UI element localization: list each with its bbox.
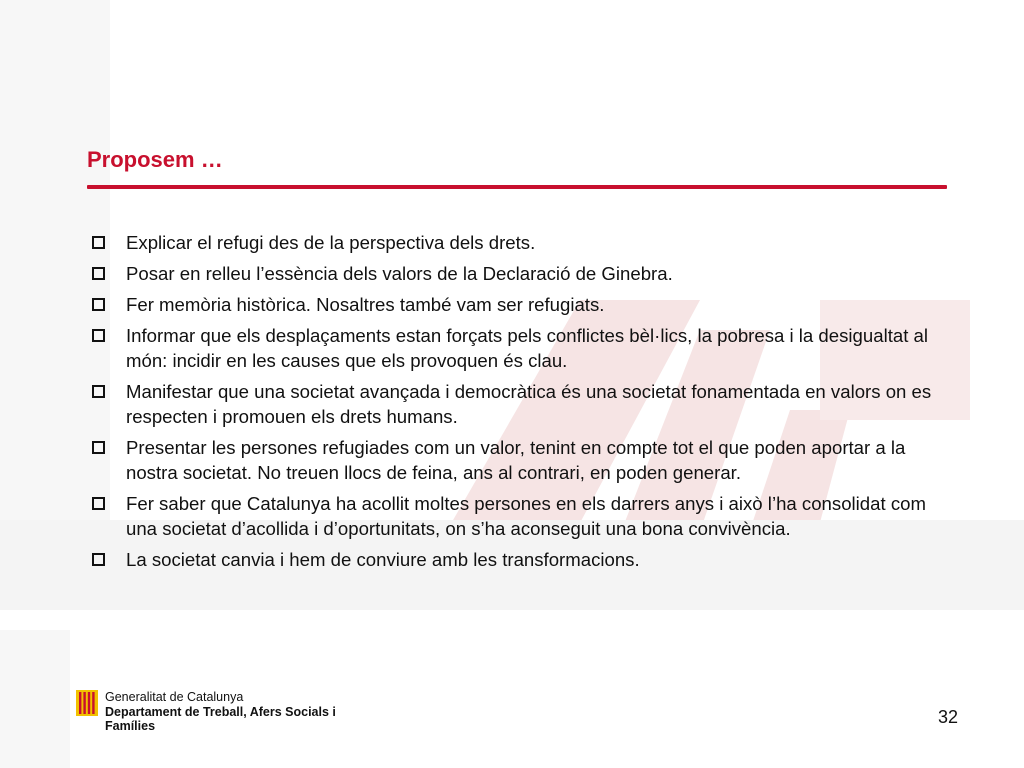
bullet-text: Fer memòria històrica. Nosaltres també vam ser refugiats. <box>126 294 605 315</box>
list-item <box>92 435 952 485</box>
footer-department: Departament de Treball, Afers Socials i Famílies <box>105 705 336 733</box>
bullet-list <box>92 230 952 578</box>
square-bullet-icon <box>92 267 105 280</box>
list-item <box>92 292 952 317</box>
bullet-text: Posar en relleu l’essència dels valors de la Declaració de Ginebra. <box>126 263 673 284</box>
list-item <box>92 379 952 429</box>
footer-organization: Generalitat de Catalunya <box>105 690 244 704</box>
list-item <box>92 547 952 572</box>
bullet-text: Manifestar que una societat avançada i democràtica és una societat fonamentada en valors on es respecten i promouen els drets humans. <box>126 381 932 427</box>
list-item <box>92 491 952 541</box>
slide-title: Proposem … <box>87 147 223 172</box>
square-bullet-icon <box>92 385 105 398</box>
bullet-text: Informar que els desplaçaments estan forçats pels conflictes bèl·lics, la pobresa i la desigualtat al món: incidir en les causes que els provoquen és clau. <box>126 325 929 371</box>
bullet-text: Fer saber que Catalunya ha acollit moltes persones en els darrers anys i això l’ha consolidat com una societat d’acollida i d’oportunitats, on s’ha aconseguit una bona convivència. <box>126 493 926 539</box>
page-number: 32 <box>938 707 959 727</box>
title-underline <box>87 185 947 189</box>
square-bullet-icon <box>92 553 105 566</box>
square-bullet-icon <box>92 497 105 510</box>
square-bullet-icon <box>92 298 105 311</box>
list-item <box>92 230 952 255</box>
square-bullet-icon <box>92 329 105 342</box>
catalan-flag-logo-icon <box>76 690 98 716</box>
bullet-text: Explicar el refugi des de la perspectiva dels drets. <box>126 232 536 253</box>
square-bullet-icon <box>92 441 105 454</box>
square-bullet-icon <box>92 236 105 249</box>
bullet-text: La societat canvia i hem de conviure amb les transformacions. <box>126 549 640 570</box>
list-item <box>92 261 952 286</box>
list-item <box>92 323 952 373</box>
bullet-text: Presentar les persones refugiades com un valor, tenint en compte tot el que poden aportar a la nostra societat. No treuen llocs de feina, ans al contrari, en poden generar. <box>126 437 906 483</box>
